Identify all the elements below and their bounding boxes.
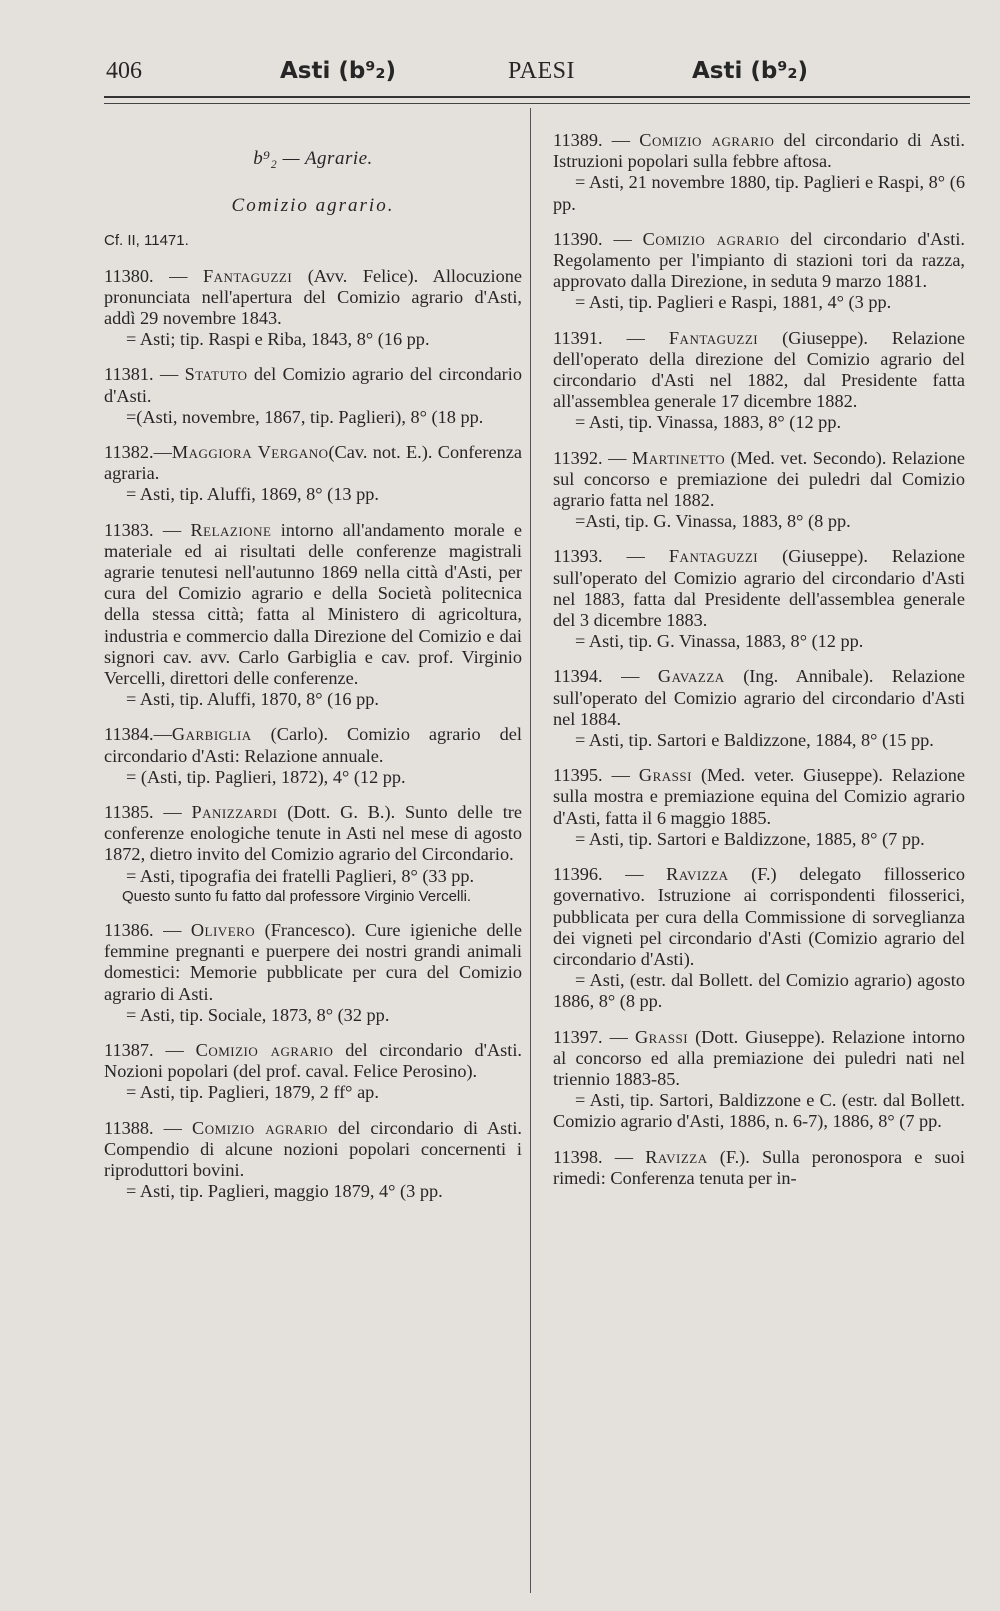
entry-publication: = Asti, tip. Sartori e Baldizzone, 1884, 8° (15 pp. <box>575 730 934 751</box>
catalog-entry <box>104 520 522 711</box>
entry-publication: = Asti, tip. Paglieri, 1879, 2 ff° ap. <box>126 1082 379 1103</box>
entry-publication: = Asti, 21 novembre 1880, tip. Paglieri e Raspi, 8° (6 pp. <box>553 172 965 214</box>
entry-author: Ravizza <box>666 864 729 885</box>
entry-body <box>553 666 965 730</box>
entry-number: 11381. <box>104 364 154 385</box>
entry-dash: — <box>153 919 191 940</box>
catalog-entry <box>553 229 965 314</box>
entry-body <box>553 546 965 631</box>
entry-body <box>553 328 965 413</box>
header-right-title <box>692 58 808 85</box>
left-entries <box>104 266 522 1203</box>
entry-publication: = Asti, tip. Aluffi, 1869, 8° (13 pp. <box>126 484 379 505</box>
entry-author: Fantaguzzi <box>202 265 293 286</box>
catalog-entry <box>104 364 522 428</box>
entry-description: intorno all'andamento morale e materiale ed ai risultati delle conferenze magistrali agrarie tenutesi nell'autunno 1869 nella città d'Asti, per cura del Comizio agrario e della Società politecnica della stessa città; fatta al Ministero di agricoltura, industria e commercio dalla Direzione del Comizio e dai signori cav. avv. Carlo Garbiglia e cav. prof. Virginio Vercelli, direttori delle conferenze. <box>104 519 523 689</box>
catalog-entry <box>104 1040 522 1104</box>
header-rule-thick <box>104 96 970 98</box>
entry-publication: = Asti; tip. Raspi e Riba, 1843, 8° (16 pp. <box>126 329 430 350</box>
entry-author: Comizio agrario <box>639 130 775 150</box>
entry-author: Maggiora Vergano <box>171 442 329 463</box>
entry-number: 11380. <box>104 265 154 286</box>
header-left-title <box>280 58 396 85</box>
entry-description: (Avv. Felice). Allocuzione pronunciata nell'apertura del Comizio agrario d'Asti, addì 29 novembre 1843. <box>104 265 522 329</box>
entry-publication: = Asti, tip. Sociale, 1873, 8° (32 pp. <box>126 1004 390 1025</box>
entry-number: 11393. <box>553 546 603 567</box>
entry-publication: = Asti, tipografia dei fratelli Paglieri, 8° (33 pp. <box>126 865 475 886</box>
entry-publication: = Asti, tip. Sartori e Baldizzone, 1885, 8° (7 pp. <box>575 828 925 849</box>
entry-note: Questo sunto fu fatto dal professore Virginio Vercelli. <box>122 887 472 905</box>
entry-description: (Med. vet. Secondo). Relazione sul concorso e premiazione dei puledri dal Comizio agrario fatta nel 1882. <box>553 447 966 511</box>
entry-body <box>104 266 522 330</box>
entry-author: Ravizza <box>645 1146 708 1167</box>
entry-author: Garbiglia <box>171 724 252 745</box>
entry-author: Olivero <box>190 919 256 940</box>
entry-number: 11387. <box>104 1039 154 1060</box>
entry-author: Comizio agrario <box>642 228 780 249</box>
entry-author: Gavazza <box>657 666 725 687</box>
entry-body <box>104 920 522 1005</box>
entry-description: del circondario d'Asti. Regolamento per l'impianto di stazioni tori da razza, approvato dalla Direzione, in seduta 9 marzo 1881. <box>553 228 965 292</box>
entry-description: (Dott. G. B.). Sunto delle tre conferenze enologiche tenute in Asti nel mese di agosto 1872, dietro invito del Comizio agrario del Circondario. <box>104 802 522 865</box>
entry-dash: — <box>153 802 192 823</box>
entry-dash: — <box>602 130 640 150</box>
entry-publication: = Asti, tip. G. Vinassa, 1883, 8° (12 pp. <box>575 631 864 652</box>
entry-number: 11390. <box>553 228 603 249</box>
entry-description: del circondario di Asti. Istruzioni popolari sulla febbre aftosa. <box>553 130 965 172</box>
entry-description: del circondario d'Asti. Nozioni popolari (del prof. caval. Felice Perosino). <box>104 1039 522 1082</box>
catalog-entry <box>553 666 965 751</box>
catalog-entry <box>104 1118 522 1203</box>
entry-number: 11397. <box>553 1026 603 1047</box>
entry-dash: — <box>602 666 658 687</box>
cross-reference: Cf. II, 11471. <box>104 232 189 250</box>
catalog-entry <box>553 765 965 850</box>
header-center-title: PAESI <box>508 58 575 84</box>
entry-description: del circondario di Asti. Compendio di alcune nozioni popolari concernenti i riproduttori bovini. <box>104 1117 523 1180</box>
entry-number: 11395. <box>553 765 603 786</box>
entry-description: del Comizio agrario del circondario d'Asti. <box>104 364 522 406</box>
catalog-entry <box>104 802 522 906</box>
entry-author: Martinetto <box>631 447 726 468</box>
catalog-entry <box>553 328 965 434</box>
entry-publication: = Asti, tip. Paglieri, maggio 1879, 4° (3 pp. <box>126 1181 443 1202</box>
entry-body <box>553 1027 965 1091</box>
header-rule-thin <box>104 103 970 104</box>
entry-description: (Francesco). Cure igieniche delle femmine pregnanti e puerpere dei nostri grandi animali domestici: Memorie pubblicate per cura del Comizio agrario di Asti. <box>104 919 522 1004</box>
catalog-entry <box>553 546 965 652</box>
entry-dash: — <box>153 724 172 745</box>
entry-author: Relazione <box>190 519 272 540</box>
entry-dash: — <box>153 1039 196 1060</box>
entry-body <box>104 1118 522 1182</box>
left-column <box>104 108 522 1202</box>
entry-dash: — <box>153 364 185 385</box>
catalog-entry <box>104 442 522 506</box>
entry-body <box>104 724 522 766</box>
entry-dash: — <box>602 546 669 567</box>
catalog-entry <box>553 864 965 1012</box>
entry-body <box>104 1040 522 1082</box>
entry-number: 11384. <box>104 724 154 745</box>
entry-publication: = Asti, tip. Aluffi, 1870, 8° (16 pp. <box>126 689 379 710</box>
entry-author: Comizio agrario <box>195 1039 334 1060</box>
catalog-entry <box>553 448 965 533</box>
catalog-entry <box>553 130 965 215</box>
entry-body <box>104 520 522 690</box>
entry-body <box>553 1147 965 1189</box>
entry-description: (Carlo). Comizio agrario del circondario d'Asti: Relazione annuale. <box>104 724 522 766</box>
entry-publication: =(Asti, novembre, 1867, tip. Paglieri), 8° (18 pp. <box>126 406 484 427</box>
entry-publication: = (Asti, tip. Paglieri, 1872), 4° (12 pp. <box>126 766 406 787</box>
page-number: 406 <box>106 58 142 84</box>
entry-number: 11386. <box>104 919 154 940</box>
entry-dash: — <box>153 265 203 286</box>
column-divider <box>530 108 531 1593</box>
entry-number: 11391. <box>553 327 603 348</box>
entry-dash: — <box>602 327 669 348</box>
entry-number: 11388. <box>104 1117 154 1138</box>
entry-number: 11396. <box>553 864 603 885</box>
entry-dash: — <box>153 519 191 540</box>
entry-dash: — <box>602 1146 646 1167</box>
entry-author: Statuto <box>184 364 248 385</box>
catalog-entry <box>104 920 522 1026</box>
entry-number: 11383. <box>104 519 154 540</box>
entry-author: Grassi <box>638 765 692 786</box>
entry-body <box>104 802 522 866</box>
entry-description: (Ing. Annibale). Relazione sull'operato del Comizio agrario del circondario d'Asti nel 1884. <box>553 666 965 729</box>
entry-author: Panizzardi <box>191 802 278 823</box>
entry-body <box>104 442 522 484</box>
entry-dash: — <box>602 447 632 468</box>
entry-publication: = Asti, (estr. dal Bollett. del Comizio agrario) agosto 1886, 8° (8 pp. <box>553 970 965 1012</box>
entry-author: Fantaguzzi <box>668 327 759 348</box>
entry-publication: = Asti, tip. Paglieri e Raspi, 1881, 4° (3 pp. <box>575 292 892 313</box>
entry-publication: =Asti, tip. G. Vinassa, 1883, 8° (8 pp. <box>575 511 851 532</box>
header-right-text: Asti (b⁹₂) <box>692 58 809 84</box>
entry-description: (Med. veter. Giuseppe). Relazione sulla mostra e premiazione equina del Comizio agrario d'Asti, fatta il 6 maggio 1885. <box>553 765 966 828</box>
entry-number: 11392. <box>553 447 603 468</box>
entry-number: 11385. <box>104 802 154 823</box>
entry-publication: = Asti, tip. Sartori, Baldizzone e C. (estr. dal Bollett. Comizio agrario d'Asti, 1886, n. 6-7), 1886, 8° (7 pp. <box>553 1090 965 1132</box>
catalog-entry <box>553 1027 965 1133</box>
catalog-entry <box>104 266 522 351</box>
entry-author: Comizio agrario <box>192 1117 328 1138</box>
section-title: b⁹₂ — Agrarie. <box>253 148 373 169</box>
entry-dash: — <box>602 228 643 249</box>
entry-description: (Cav. not. E.). Conferenza agraria. <box>104 442 522 484</box>
entry-number: 11389. <box>553 130 603 150</box>
catalog-entry <box>104 724 522 788</box>
catalog-entry <box>553 1147 965 1189</box>
entry-publication: = Asti, tip. Vinassa, 1883, 8° (12 pp. <box>575 412 842 433</box>
entry-author: Fantaguzzi <box>668 546 759 567</box>
entry-dash: — <box>602 765 639 786</box>
entry-description: (Giuseppe). Relazione sull'operato del Comizio agrario del circondario d'Asti nel 1883, fatta dal Presidente dell'assemblea generale del 3 dicembre 1883. <box>553 546 965 631</box>
entry-dash: — <box>602 1026 635 1047</box>
right-entries <box>553 130 965 1189</box>
entry-dash: — <box>602 864 667 885</box>
entry-dash: — <box>153 442 172 463</box>
section-subtitle: Comizio agrario. <box>231 195 395 217</box>
right-column <box>553 108 965 1189</box>
entry-number: 11398. <box>553 1146 603 1167</box>
entry-author: Grassi <box>634 1026 689 1047</box>
entry-body <box>553 130 965 172</box>
entry-body <box>553 448 965 512</box>
entry-description: (Dott. Giuseppe). Relazione intorno al concorso ed alla premiazione dei puledri nati nel triennio 1883-85. <box>553 1026 965 1089</box>
entry-number: 11394. <box>553 666 603 687</box>
entry-number: 11382. <box>104 442 154 463</box>
entry-body <box>553 229 965 293</box>
entry-dash: — <box>153 1117 193 1138</box>
entry-description: (F.). Sulla peronospora e suoi rimedi: Conferenza tenuta per in- <box>553 1146 965 1188</box>
header-left-text: Asti (b⁹₂) <box>280 58 397 84</box>
entry-body <box>553 864 965 970</box>
entry-body <box>553 765 965 829</box>
running-header <box>100 58 970 98</box>
entry-body <box>104 364 522 406</box>
entry-description: (F.) delegato fillosserico governativo. Istruzione ai corrispondenti filosserici, pubblicata per cura della Commissione di sorveglianza dei vigneti pel circondario d'Asti (Comizio agrario del circondario d'Asti). <box>553 864 966 969</box>
entry-description: (Giuseppe). Relazione dell'operato della direzione del Comizio agrario del circondario d'Asti nel 1882, dal Presidente fatta all'assemblea generale 17 dicembre 1882. <box>553 327 965 412</box>
